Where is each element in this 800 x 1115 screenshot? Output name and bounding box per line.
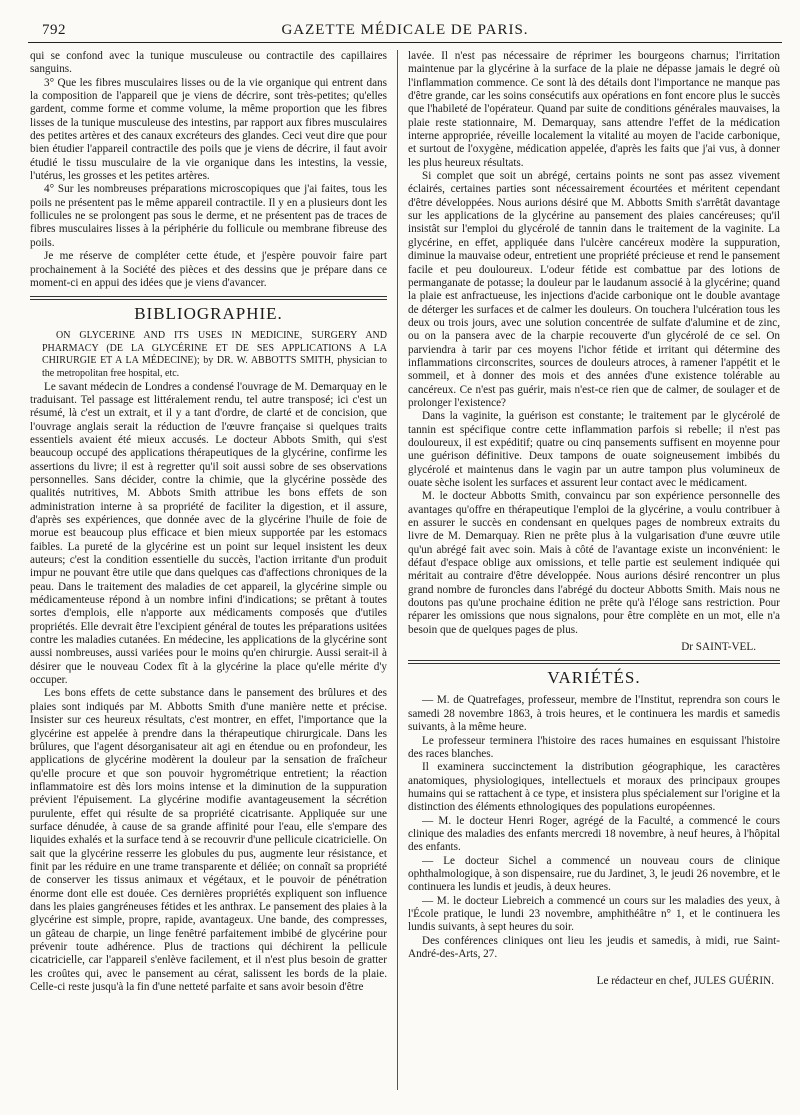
- list-item: — M. le docteur Henri Roger, agrégé de la Faculté, a commencé le cours clinique des maladies des enfants mercredi 18 novembre, à neuf heures, à l'hôpital des enfants.: [408, 814, 780, 854]
- section-title-bibliographie: BIBLIOGRAPHIE.: [134, 304, 283, 324]
- right-column: [408, 50, 780, 989]
- section-divider: [408, 660, 780, 664]
- journal-title: GAZETTE MÉDICALE DE PARIS.: [281, 22, 529, 38]
- list-item: Des conférences cliniques ont lieu les jeudis et samedis, à midi, rue Saint-André-des-Arts, 27.: [408, 934, 780, 960]
- book-title: ON GLYCERINE AND ITS USES IN MEDICINE, SURGERY AND PHARMACY (DE LA GLYCÉRINE ET DE SES APPLICATIONS A LA CHIRURGIE ET A LA MÉDECINE); by DR. W. ABBOTTS SMITH, physician to the metropolitan free hospital, etc.: [42, 330, 387, 379]
- paragraph: Je me réserve de compléter cette étude, et j'espère pouvoir faire part prochainement à la Société des pièces et des dessins que je prépare dans ce moment-ci en appui des idées que je viens d'avancer.: [30, 250, 387, 289]
- list-item: — M. le docteur Liebreich a commencé un cours sur les maladies des yeux, à l'École pratique, le lundi 23 novembre, amphithéâtre n° 1, et le continuera les lundis suivants, à sept heures du soir.: [408, 894, 780, 934]
- paragraph: Dans la vaginite, la guérison est constante; le traitement par le glycérolé de tannin est spécifique contre cette inflammation parfois si rebelle; il n'est pas douloureux, il est expéditif; quatre ou cinq pansements suffisent en moyenne pour une guérison définitive. Deux tampons de ouate soigneusement imbibés du glycérolé et maintenus dans le vagin par un autre tampon plus volumineux de ouate sèche isolent les surfaces et assurent leur contact avec le médicament.: [408, 410, 780, 489]
- left-column: [30, 50, 387, 994]
- signature: Dr SAINT-VEL.: [681, 641, 756, 654]
- list-item: — M. de Quatrefages, professeur, membre de l'Institut, reprendra son cours le samedi 28 novembre 1863, à trois heures, et le continuera les mardis et samedis suivants, à la même heure.: [408, 694, 780, 734]
- paragraph: Les bons effets de cette substance dans le pansement des brûlures et des plaies sont indiqués par M. Abbotts Smith d'une manière nette et précise. Insister sur ces heureux résultats, c'est montrer, en effet, l'importance que la glycérine est appelée à prendre dans la thérapeutique chirurgicale. Dans les brûlures, que l'agent désorganisateur ait agi en étendue ou en profondeur, les applications de glycérine modèrent la douleur par la sensation de fraîcheur qu'elle procure et que son pouvoir hygrométrique entretient; la réaction inflammatoire est dès lors moins intense et la diminution de la suppuration prévient l'épuisement. La glycérine modifie avantageusement la sécrétion purulente, effet qui résulte de sa propriété cicatrisante. Appliquée sur une surface dénudée, à cause de sa grande affinité pour l'eau, elle s'empare des liquides exhalés et la surface tend à se recouvrir d'une pellicule cicatricielle. On sait que la glycérine resserre les globules du pus, augmente leur résistance, et finit par les réduire en une trame transparente et déliée; on connaît sa propriété de conserver les tissus animaux et végétaux, et le pouvoir de pénétration énorme dont elle est douée. Ces dernières propriétés expliquent son influence dans les plaies gangréneuses fétides et les anthrax. Le pansement des plaies à la glycérine est simple, propre, rapide, avantageux. Une bande, des compresses, un gâteau de charpie, un linge fenêtré parfaitement imbibé de glycérine pour prévenir toute adhérence. Plus de tractions qui déchirent la pellicule cicatricielle, car l'appareil s'enlève facilement, et il n'est plus besoin de gratter les croûtes qui, avec le pansement au cérat, salissent les bords de la plaie. Celle-ci reste jusqu'à la fin d'une netteté parfaite et sans avoir besoin d'être: [30, 687, 387, 994]
- paragraph: qui se confond avec la tunique musculeuse ou contractile des capillaires sanguins.: [30, 50, 387, 76]
- section-divider: [30, 296, 387, 300]
- page-header: [28, 20, 782, 43]
- list-item: Le professeur terminera l'histoire des races humaines en esquissant l'histoire des races blanches.: [408, 734, 780, 760]
- editor-line: Le rédacteur en chef, JULES GUÉRIN.: [596, 975, 774, 988]
- column-divider: [397, 50, 398, 1090]
- paragraph: Si complet que soit un abrégé, certains points ne sont pas assez vivement éclairés, certaines parties sont nécessairement écourtées et méritent cependant d'être développées. Nous aurions désiré que M. Abbotts Smith s'arrêtât davantage sur les applications de la glycérine au pansement des plaies cancéreuses; qu'il insistât sur l'emploi du glycérolé de tannin dans le traitement de la vaginite. La glycérine, en effet, appliquée dans l'ulcère cancéreux modère la suppuration, diminue la mauvaise odeur, entretient une propriété précieuse et rend le pansement facile et peu douloureux. L'odeur fétide est combattue par des lotions de permanganate de potasse; la douleur par le laudanum associé à la glycérine; quand la plaie est anfractueuse, les injections d'acide carbonique ont le double avantage de déterger les surfaces et de calmer les douleurs. On touchera l'ulcération tous les deux ou trois jours, avec une solution concentrée de sulfate d'alumine et de zinc, ou on la pansera avec de la charpie recouverte d'un glycérolé de ce sel. On parviendra à tarir par ces moyens l'ichor fétide et irritant qui détermine des inflammations circonscrites, sources de douleurs atroces, à ramener l'appétit et le sommeil, et à donner des mois et des années d'une existence tolérable au cancéreux. Ce n'est pas guérir, mais n'est-ce rien que de calmer, de soulager et de prolonger l'existence?: [408, 170, 780, 409]
- paragraph: lavée. Il n'est pas nécessaire de réprimer les bourgeons charnus; l'irritation maintenue par la glycérine à la surface de la plaie ne dépasse jamais le degré où l'inflammation commence. Ce sont là des détails dont l'importance ne manque pas d'être grande, car les soins consécutifs aux opérations en font encore plus le succès que l'habileté de l'opérateur. Quand par suite de conditions générales mauvaises, la plaie reste stationnaire, M. Demarquay, sans attendre l'effet de la médication interne appropriée, réveille localement la vitalité au moyen de l'acide carbonique, et surtout de l'oxygène, médication appelée, d'après les faits que j'ai vus, à donner les plus heureux résultats.: [408, 50, 780, 169]
- paragraph: M. le docteur Abbotts Smith, convaincu par son expérience personnelle des avantages qu'offre en thérapeutique l'emploi de la glycérine, a voulu contribuer à en assurer le succès en condensant en quelques pages de nombreux extraits du livre de M. Demarquay. Rien ne prête plus à la vulgarisation d'une œuvre utile qu'un abrégé fait avec soin. Mais à côté de l'avantage existe un inconvénient: le défaut d'espace oblige aux omissions, et telle partie est seulement indiquée qui méritait au contraire d'être développée. Nous aurions désiré rencontrer un plus grand nombre de furoncles dans l'abrégé du docteur Abbotts Smith. Mais nous ne doutons pas qu'une prochaine édition ne prête qu'à l'éloge sans restriction. Pour réparer les omissions que nous signalons, pour être complète en un mot, elle n'a besoin que de quelques pages de plus.: [408, 490, 780, 636]
- paragraph: 3° Que les fibres musculaires lisses ou de la vie organique qui entrent dans la composition de l'appareil que je viens de décrire, sont très-petites; qu'elles gardent, comme forme et comme volume, la même proportion que les fibres lisses de la tunique musculeuse des intestins, par rapport aux fibres musculaires des petites artères et des canaux excréteurs des glandes. Ceci veut dire que pour bien étudier l'appareil contractile des poils que je viens de décrire, il faut avoir étudié le tissu musculaire de la vie organique dans les intestins, la vessie, l'utérus, les grosses et les petites artères.: [30, 76, 387, 183]
- paragraph: Le savant médecin de Londres a condensé l'ouvrage de M. Demarquay en le traduisant. Tel passage est littéralement rendu, tel autre transposé; ici c'est un résumé, là c'est un extrait, et il y a tant d'ordre, de clarté et de concision, que l'ouvrage anglais serait la réduction de l'œuvre française si quelques traits essentiels avaient été mieux accusés. Le docteur Abbots Smith, qui s'est beaucoup occupé des applications thérapeutiques de la glycérine, confirme les assertions du livre; il est à regretter qu'il soit aussi sobre de ses observations personnelles. Sans décider, contre la chimie, que la glycérine possède des qualités nutritives, M. Abbots Smith attribue les bons effets de son administration interne à sa propriété de faciliter la digestion, et il assure, d'après ses expériences, que donnée avec de la glycérine l'huile de foie de morue est beaucoup plus efficace et bien mieux supportée par les estomacs faibles. La pureté de la glycérine est un point sur lequel insistent les deux auteurs; c'est la condition essentielle du succès, l'action irritante d'un produit impur ne pouvant être utile que dans quelques cas d'affections chroniques de la peau. Dans le traitement des maladies de cet appareil, la glycérine simple ou médicamenteuse répond à un nombre infini d'indications; se prêtant à toutes sortes d'emplois, elle n'apporte aux médicaments composés que d'utiles propriétés. Elle devrait être l'excipient général de toutes les préparations usitées contre les maladies cutanées. En médecine, les applications de la glycérine sont aussi nombreuses, aussi variées pour le moins qu'en chirurgie. Aussi serait-il à désirer que le nouveau Codex fît à la glycérine la place qu'elle mérite d'y occuper.: [30, 380, 387, 687]
- list-item: Il examinera succinctement la distribution géographique, les caractères anatomiques, physiologiques, intellectuels et moraux des principaux groupes humains qui se rattachent à ce type, et insistera plus spécialement sur l'origine et la distinction des éléments ethnologiques des populations européennes.: [408, 761, 780, 814]
- list-item: — Le docteur Sichel a commencé un nouveau cours de clinique ophthalmologique, à son dispensaire, rue du Jardinet, 3, le jeudi 26 novembre, et le continuera les lundis et jeudis, à deux heures.: [408, 854, 780, 894]
- page-number: 792: [42, 22, 66, 38]
- section-title-varietes: VARIÉTÉS.: [547, 668, 641, 688]
- paragraph: 4° Sur les nombreuses préparations microscopiques que j'ai faites, tous les poils ne présentent pas le même appareil contractile. Il y en a plusieurs dont les follicules ne se prolongent pas sous le derme, et ne présentent pas de traces de fibres musculaires lisses à la périphérie du follicule ou membrane fibreuse des poils.: [30, 183, 387, 249]
